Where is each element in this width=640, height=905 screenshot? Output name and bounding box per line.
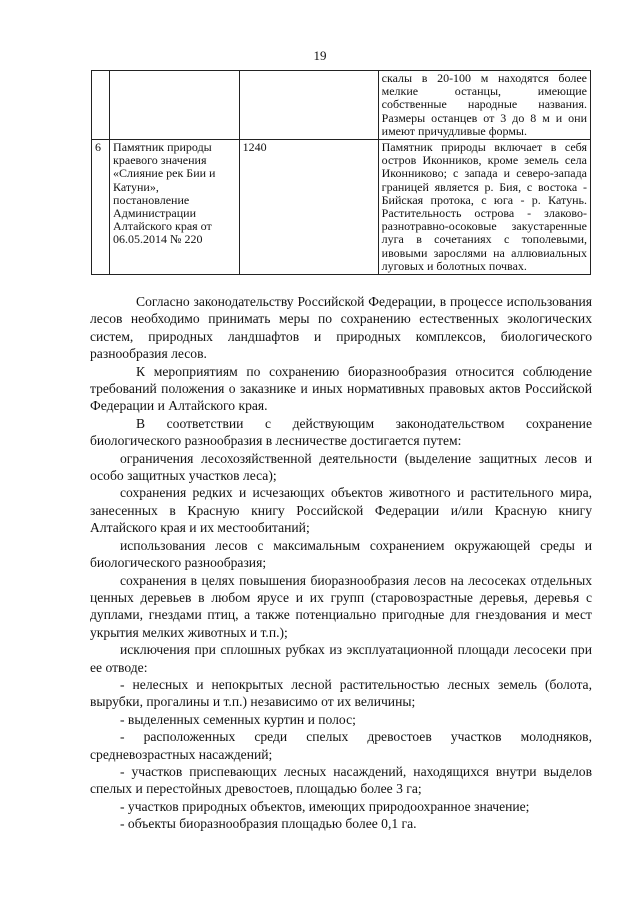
paragraph: К мероприятиям по сохранению биоразнообразия относится соблюдение требований положения о заказнике и иных нормативных правовых актов Российской Федерации и Алтайского края. [90,363,592,414]
table-cell-number: 6 [92,140,110,275]
page-number: 19 [313,48,327,63]
sub-list-item: - нелесных и непокрытых лесной растительностью лесных земель (болота, вырубки, прогалины и т.п.) независимо от их величины; [90,676,592,710]
paragraph: В соответствии с действующим законодательством сохранение биологического разнообразия в лесничестве достигается путем: [90,415,592,449]
sub-list-item: - объекты биоразнообразия площадью более 0,1 га. [120,816,417,832]
table-cell-name [110,71,240,140]
table-cell-description: Памятник природы включает в себя остров Иконников, кроме земель села Иконниково; с запада и северо-запада границей является р. Бия, с востока - Бийская протока, с юга - р. Катунь. Растительность острова - злаково-разнотравно-осоковые закустаренные луга в сочетаниях с тополевыми, ивовыми зарослями на аллювиальных луговых и болотных почвах. [378,140,590,275]
list-item: сохранения редких и исчезающих объектов животного и растительного мира, занесенных в Красную книгу Российской Федерации и/или Красную книгу Алтайского края и их местообитаний; [90,485,592,536]
table-cell-area [239,71,378,140]
table-cell-number [92,71,110,140]
protected-areas-table [91,70,591,275]
sub-list-item: - участков приспевающих лесных насаждений, находящихся внутри выделов спелых и перестойных древостоев, площадью более 3 га; [90,763,592,797]
table-row [92,140,591,275]
list-item: сохранения в целях повышения биоразнообразия лесов на лесосеках отдельных ценных деревьев в любом ярусе и их групп (старовозрастные деревья, деревья с дуплами, гнездами птиц, а также потенциально пригодные для гнездования и мест укрытия мелких животных и т.п.); [90,572,592,640]
table-row [92,71,591,140]
list-item: использования лесов с максимальным сохранением окружающей среды и биологического разнообразия; [90,537,592,571]
body-text [90,293,592,833]
sub-list-item: - участков природных объектов, имеющих природоохранное значение; [120,798,530,814]
list-item: исключения при сплошных рубках из эксплуатационной площади лесосеки при ее отводе: [90,642,592,675]
paragraph: Согласно законодательству Российской Федерации, в процессе использования лесов необходимо принимать меры по сохранению естественных экологических систем, природных ландшафтов и природных комплексов, биологического разнообразия лесов. [90,294,592,362]
table-cell-area: 1240 [239,140,378,275]
sub-list-item: - выделенных семенных куртин и полос; [120,711,356,727]
table-cell-description: скалы в 20-100 м находятся более мелкие останцы, имеющие собственные народные названия. Размеры останцев от 3 до 8 м и они имеют причудливые формы. [378,71,590,140]
table-cell-name: Памятник природы краевого значения «Слияние рек Бии и Катуни», постановление Администрации Алтайского края от 06.05.2014 № 220 [110,140,240,275]
sub-list-item: - расположенных среди спелых древостоев участков молодняков, средневозрастных насаждений; [90,729,592,762]
list-item: ограничения лесохозяйственной деятельности (выделение защитных лесов и особо защитных участков леса); [90,450,592,484]
